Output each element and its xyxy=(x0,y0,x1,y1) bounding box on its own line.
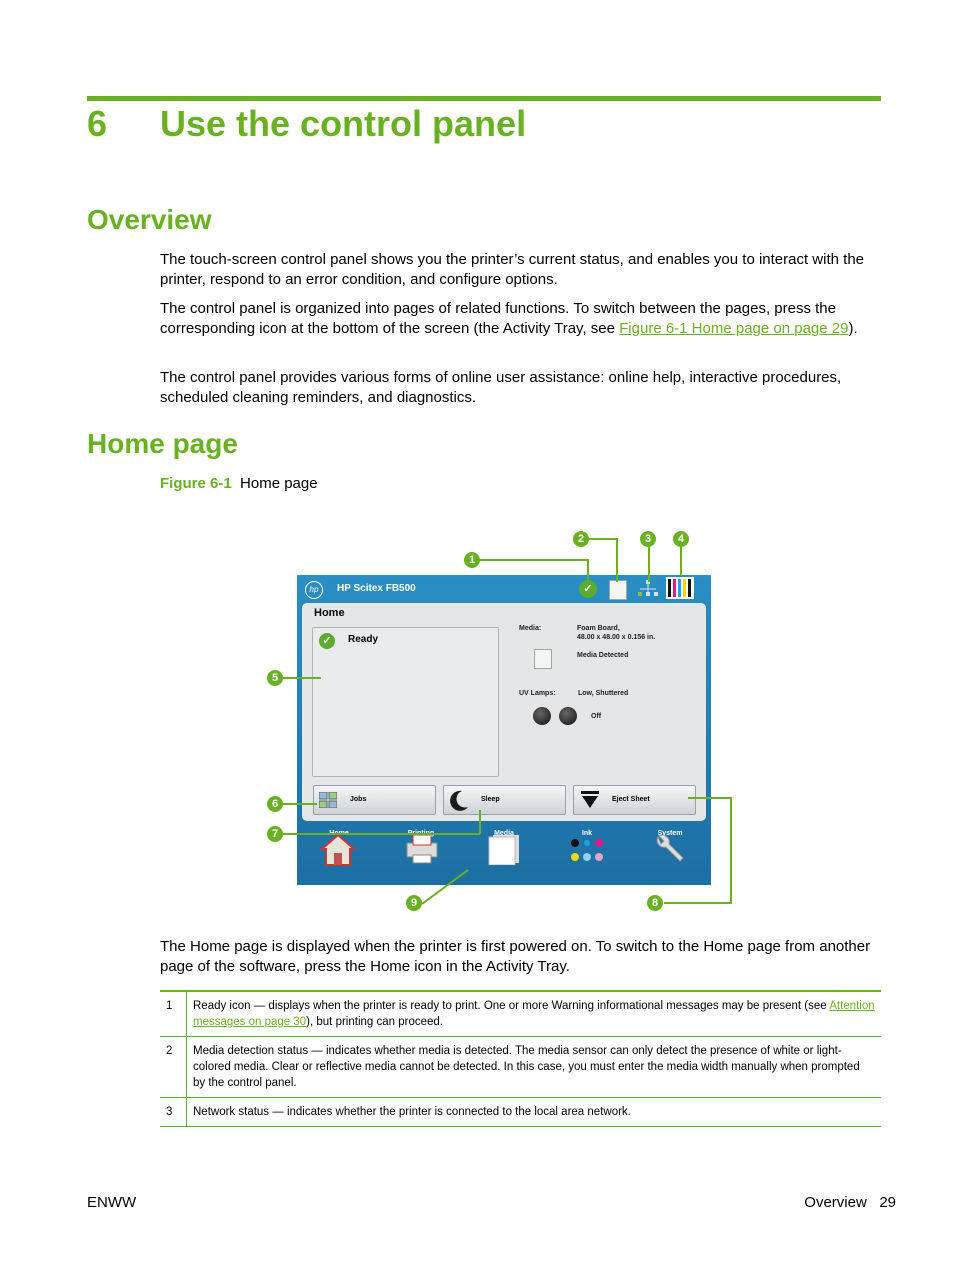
callout-line-2b xyxy=(616,538,618,582)
table-row xyxy=(160,1098,881,1127)
home-panel xyxy=(302,603,706,821)
tray-system-label[interactable]: System xyxy=(657,830,683,837)
sleep-button[interactable] xyxy=(443,785,566,815)
tray-media-label[interactable]: Media xyxy=(494,830,514,837)
callout-line-7b xyxy=(479,810,481,834)
chapter-number: 6 xyxy=(87,103,108,144)
callout-line-2 xyxy=(589,538,617,540)
callout-6: 6 xyxy=(267,796,283,812)
callout-line-8 xyxy=(688,797,732,799)
hp-logo: hp xyxy=(305,581,323,599)
moon-icon xyxy=(448,789,470,811)
callout-line-8b xyxy=(730,797,732,904)
callout-1: 1 xyxy=(464,552,480,568)
tray-ink-label[interactable]: Ink xyxy=(581,830,593,837)
uv-lamps-value: Low, Shuttered xyxy=(578,690,629,697)
footer-section: Overview xyxy=(804,1194,867,1211)
home-page-description: The Home page is displayed when the printer is first powered on. To switch to the Home page from another page of the software, press the Home icon in the Activity Tray. xyxy=(160,938,871,975)
row-number: 2 xyxy=(160,1037,187,1098)
eject-label: Eject Sheet xyxy=(612,796,650,803)
footer-left: ENWW xyxy=(87,1194,137,1211)
overview-paragraph-1: The touch-screen control panel shows you the printer’s current status, and enables you to interact with the printer, respond to an error condition, and configure options. xyxy=(160,251,865,288)
ready-text: Ready xyxy=(348,634,379,645)
control-panel-screenshot xyxy=(297,575,711,885)
row-text: Network status — indicates whether the printer is connected to the local area network. xyxy=(187,1098,882,1127)
ink-level-icon xyxy=(666,577,694,599)
callout-line-1b xyxy=(587,559,589,581)
home-icon[interactable] xyxy=(320,833,356,867)
media-icon xyxy=(534,649,552,669)
jobs-button[interactable] xyxy=(313,785,436,815)
uv-lamp-1-icon xyxy=(533,707,551,725)
callout-table xyxy=(160,990,881,1127)
jobs-icon xyxy=(319,792,337,808)
jobs-label: Jobs xyxy=(350,796,367,803)
status-box xyxy=(312,627,499,777)
figure-link[interactable]: Figure 6-1 Home page on page 29 xyxy=(619,319,849,337)
page-label: Home xyxy=(314,607,345,619)
callout-line-4 xyxy=(680,546,682,576)
media-value-1: Foam Board, xyxy=(577,625,620,632)
media-detected: Media Detected xyxy=(577,652,629,659)
eject-sheet-button[interactable] xyxy=(573,785,696,815)
uv-lamps-state: Off xyxy=(591,713,602,720)
wrench-icon[interactable] xyxy=(652,833,686,865)
callout-line-5 xyxy=(283,677,321,679)
row-number: 3 xyxy=(160,1098,187,1127)
media-icon-tray[interactable] xyxy=(487,833,521,865)
overview-paragraph-3: The control panel provides various forms of online user assistance: online help, interactive procedures, scheduled cleaning reminders, and diagnostics. xyxy=(160,369,842,406)
row-number: 1 xyxy=(160,991,187,1037)
callout-7: 7 xyxy=(267,826,283,842)
footer-right xyxy=(804,1194,896,1211)
screen-title: HP Scitex FB500 xyxy=(337,583,416,594)
callout-9: 9 xyxy=(406,895,422,911)
overview-heading: Overview xyxy=(87,204,212,235)
ink-icon[interactable] xyxy=(570,833,606,865)
callout-8: 8 xyxy=(647,895,663,911)
chapter-rule xyxy=(87,96,881,101)
row-text: Ready icon — displays when the printer is ready to print. One or more Warning informational messages may be present (see Attention messages on page 30), but printing can proceed. xyxy=(187,991,882,1037)
uv-lamps-label: UV Lamps: xyxy=(519,690,556,697)
ready-check-icon: ✓ xyxy=(319,633,335,649)
sleep-label: Sleep xyxy=(481,796,500,803)
printing-icon[interactable] xyxy=(405,833,439,865)
page-number: 29 xyxy=(879,1194,896,1211)
chapter-title: Use the control panel xyxy=(160,103,527,144)
row-text: Media detection status — indicates whether media is detected. The media sensor can only detect the presence of white or light-colored media. Clear or reflective media cannot be detected. In this case, you must enter the media width manually when prompted by the control panel. xyxy=(187,1037,882,1098)
home-page-heading: Home page xyxy=(87,428,238,459)
callout-3: 3 xyxy=(640,531,656,547)
media-label: Media: xyxy=(519,625,542,632)
callout-line-8c xyxy=(664,902,732,904)
callout-line-6 xyxy=(283,803,317,805)
callout-line-9 xyxy=(420,868,470,908)
callout-line-7 xyxy=(283,833,480,835)
callout-line-3 xyxy=(648,546,650,582)
callout-line-1 xyxy=(480,559,588,561)
callout-5: 5 xyxy=(267,670,283,686)
media-status-icon xyxy=(609,580,627,600)
media-value-2: 48.00 x 48.00 x 0.156 in. xyxy=(577,634,656,641)
uv-lamp-2-icon xyxy=(559,707,577,725)
attention-messages-link[interactable]: Attention messages on page 30 xyxy=(193,1000,875,1028)
figure-caption: Figure 6-1 Home page xyxy=(160,475,318,492)
ready-status-icon: ✓ xyxy=(579,580,597,598)
network-icon xyxy=(637,579,659,599)
callout-4: 4 xyxy=(673,531,689,547)
overview-paragraph-2: The control panel is organized into pages of related functions. To switch between the pages, press the corresponding icon at the bottom of the screen (the Activity Tray, see Figure 6-1 Home page on page 29). xyxy=(160,300,858,337)
callout-2: 2 xyxy=(573,531,589,547)
eject-icon xyxy=(581,791,599,809)
table-row xyxy=(160,991,881,1037)
table-row xyxy=(160,1037,881,1098)
